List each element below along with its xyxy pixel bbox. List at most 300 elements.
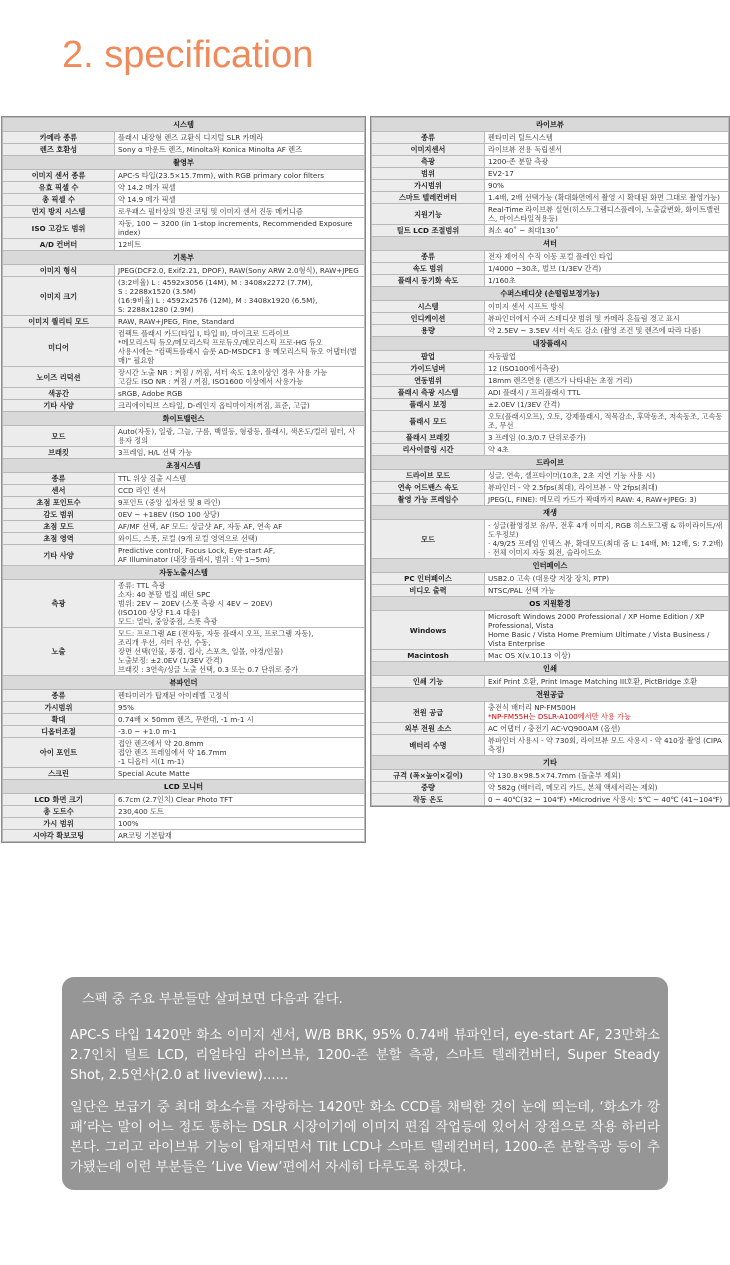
spec-row (3, 182, 365, 194)
spec-label: 이미지 형식 (3, 265, 115, 277)
spec-row (372, 494, 729, 506)
spec-row (372, 275, 729, 287)
spec-value (485, 611, 729, 650)
spec-label: 범위 (372, 168, 485, 180)
spec-row (3, 818, 365, 830)
spec-section-heading: 인터페이스 (372, 559, 729, 573)
spec-row (3, 580, 365, 628)
spec-warning-text: *NP-FM55H는 DSLR-A100에서만 사용 가능 (488, 712, 631, 721)
spec-value-text: AR코팅 기본탑재 (118, 831, 172, 840)
spec-label: 이미지 퀄리티 모드 (3, 316, 115, 328)
spec-row (3, 206, 365, 218)
spec-value-text: 종류: TTL 측광 소자: 40 분할 벌집 패턴 SPC 범위: 2EV ~ 20EV (스폿 측광 시 4EV ~ 20EV) (ISO100 상당 F1.4 대응) 모드: 멀티, 중앙중점, 스폿 측광 (118, 581, 273, 626)
spec-value (485, 251, 729, 263)
spec-value-text: AF/MF 선택, AF 모드: 싱글샷 AF, 자동 AF, 연속 AF (118, 522, 283, 531)
spec-value-text: 로우패스 필터상의 방진 코팅 및 이미지 센서 진동 메커니즘 (118, 207, 303, 216)
spec-label: 초점 영역 (3, 533, 115, 545)
spec-value-text: ±2.0EV (1/3EV 간격) (488, 400, 561, 409)
spec-row (372, 375, 729, 387)
spec-value-text: 충전식 배터리 NP-FM500H (488, 703, 576, 712)
spec-value (115, 388, 365, 400)
spec-value-text: 3프레임, H/L 선택 가능 (118, 448, 193, 457)
spec-label: 촬영 가능 프레임수 (372, 494, 485, 506)
spec-label: 플래시 측광 시스템 (372, 387, 485, 399)
spec-section-row (372, 559, 729, 573)
spec-row (3, 194, 365, 206)
spec-label: 연속 어드밴스 속도 (372, 482, 485, 494)
spec-value (115, 768, 365, 780)
spec-value (115, 473, 365, 485)
spec-label: 용량 (372, 325, 485, 337)
spec-label: 모드 (372, 520, 485, 559)
spec-label: 미디어 (3, 328, 115, 367)
spec-label: 스크린 (3, 768, 115, 780)
spec-value (485, 444, 729, 456)
spec-label: 확대 (3, 714, 115, 726)
spec-row (3, 400, 365, 412)
spec-value-text: 접안 렌즈에서 약 20.8mm 접안 렌즈 프레임에서 약 16.7mm -1 디옵터 시(1 m-1) (118, 739, 227, 766)
spec-value-text: 100% (118, 819, 139, 828)
spec-row (3, 239, 365, 251)
spec-value-text: Sony α 마운트 렌즈, Minolta와 Konica Minolta AF 렌즈 (118, 145, 303, 154)
spec-value (115, 277, 365, 316)
spec-label: 리사이클링 시간 (372, 444, 485, 456)
spec-row (372, 432, 729, 444)
spec-value-text: 230,400 도트 (118, 807, 164, 816)
spec-row (372, 263, 729, 275)
spec-value (115, 426, 365, 447)
spec-value (115, 367, 365, 388)
spec-value-text: 12 (ISO100에서측광) (488, 364, 559, 373)
spec-section-heading: 인쇄 (372, 662, 729, 676)
spec-value-text: CCD 라인 센서 (118, 486, 166, 495)
spec-value-text: 약 14.9 메가 픽셀 (118, 195, 176, 204)
spec-value-text: 뷰파인더 - 약 2.5fps(최대), 라이브뷰 - 약 2fps(최대) (488, 483, 658, 492)
spec-section-heading: 내장플래시 (372, 337, 729, 351)
spec-value (485, 204, 729, 225)
spec-value-text: 전자 제어식 수직 이동 포컬 플레인 타입 (488, 252, 613, 261)
spec-row (372, 411, 729, 432)
spec-value-text: 1200-존 분할 측광 (488, 157, 549, 166)
spec-row (372, 168, 729, 180)
spec-value (115, 400, 365, 412)
spec-value-text: JPEG(L, FINE): 메모리 카드가 꽉때까지 RAW: 4, RAW+JPEG: 3) (488, 495, 697, 504)
spec-section-heading: 기타 (372, 756, 729, 770)
spec-section-row (372, 688, 729, 702)
spec-section-row (3, 676, 365, 690)
spec-label: 카메라 종류 (3, 132, 115, 144)
spec-label: 팝업 (372, 351, 485, 363)
spec-value-text: 1.4배, 2배 선택가능 (확대화면에서 촬영 시 확대된 화면 그대로 촬영가능) (488, 193, 720, 202)
spec-value (115, 580, 365, 628)
spec-row (3, 628, 365, 676)
spec-row (372, 735, 729, 756)
spec-section-heading: 초점시스템 (3, 459, 365, 473)
spec-label: 이미지센서 (372, 144, 485, 156)
spec-label: 디옵터조절 (3, 726, 115, 738)
spec-label: 센서 (3, 485, 115, 497)
spec-value (115, 545, 365, 566)
spec-section-row (372, 662, 729, 676)
spec-label: 초점 포인트수 (3, 497, 115, 509)
spec-row (3, 447, 365, 459)
spec-row (372, 387, 729, 399)
spec-row (372, 156, 729, 168)
spec-label: 종류 (3, 473, 115, 485)
spec-section-row (372, 506, 729, 520)
spec-value-text: Exif Print 호환, Print Image Matching III호환, PictBridge 호환 (488, 677, 698, 686)
spec-value (115, 447, 365, 459)
spec-section-heading: 자동노출시스템 (3, 566, 365, 580)
spec-row (3, 794, 365, 806)
spec-row (372, 363, 729, 375)
spec-value-text: Microsoft Windows 2000 Professional / XP Home Edition / XP Professional, Vista Home Basic / Vista Home Premium Ultimate / Vista Business / Vista Enterprise (488, 612, 710, 648)
spec-label: 인쇄 기능 (372, 676, 485, 688)
spec-value (485, 313, 729, 325)
spec-value-text: 18mm 렌즈면용 (렌즈가 나타내는 초점 거리) (488, 376, 633, 385)
spec-label: 이미지 센서 종류 (3, 170, 115, 182)
spec-section-row (372, 237, 729, 251)
spec-section-row (3, 118, 365, 132)
spec-row (372, 132, 729, 144)
spec-label: 드라이브 모드 (372, 470, 485, 482)
spec-value-text: TTL 위상 검출 시스템 (118, 474, 187, 483)
spec-row (372, 676, 729, 688)
spec-label: 스마트 텔레컨버터 (372, 192, 485, 204)
spec-value-text: Real-Time 라이브뷰 실현(히스토그램디스플레이, 노출값변화, 화이트밸런스, 마이스타일적용등) (488, 205, 721, 223)
spec-value (115, 497, 365, 509)
spec-value (485, 411, 729, 432)
spec-row (372, 794, 729, 806)
spec-value-text: 90% (488, 181, 504, 190)
spec-section-row (3, 780, 365, 794)
spec-value (115, 132, 365, 144)
spec-row (3, 473, 365, 485)
spec-value (485, 168, 729, 180)
spec-value-text: APC-S 타입(23.5×15.7mm), with RGB primary color filters (118, 171, 324, 180)
spec-value-text: 약 582g (배터리, 메모리 카드, 본체 액세서리는 제외) (488, 783, 658, 792)
spec-value (115, 509, 365, 521)
spec-value (485, 375, 729, 387)
spec-row (372, 611, 729, 650)
spec-section-row (372, 756, 729, 770)
spec-value (115, 265, 365, 277)
spec-row (372, 325, 729, 337)
spec-label: 외부 전원 소스 (372, 723, 485, 735)
note-intro: 스펙 중 주요 부분들만 살펴보면 다음과 같다. (82, 992, 343, 1007)
spec-value (115, 194, 365, 206)
spec-label: 측광 (3, 580, 115, 628)
spec-value (485, 735, 729, 756)
spec-row (3, 328, 365, 367)
spec-value (115, 239, 365, 251)
spec-value-text: 장시간 노출 NR : 켜짐 / 꺼짐, 셔터 속도 1초이상인 경우 사용 가능 고감도 ISO NR : 켜짐 / 꺼짐, ISO1600 이상에서 사용가능 (118, 368, 328, 386)
spec-value (485, 351, 729, 363)
spec-label: 지원기능 (372, 204, 485, 225)
spec-value (115, 628, 365, 676)
spec-row (3, 509, 365, 521)
spec-row (372, 301, 729, 313)
spec-row (3, 497, 365, 509)
spec-value (485, 470, 729, 482)
spec-value (115, 485, 365, 497)
spec-row (372, 144, 729, 156)
spec-row (3, 768, 365, 780)
spec-value-text: 플래시 내장형 렌즈 교환식 디지털 SLR 카메라 (118, 133, 264, 142)
spec-row (3, 218, 365, 239)
spec-value-text: ADI 플래시 / 프리플래시 TTL (488, 388, 581, 397)
spec-value-text: EV2-17 (488, 169, 514, 178)
spec-label: 총 픽셀 수 (3, 194, 115, 206)
spec-label: 기타 사양 (3, 545, 115, 566)
summary-note (62, 977, 668, 1190)
spec-row (372, 313, 729, 325)
spec-value-text: RAW, RAW+JPEG, Fine, Standard (118, 317, 235, 326)
spec-row (3, 714, 365, 726)
spec-value (115, 521, 365, 533)
spec-label: 종류 (3, 690, 115, 702)
spec-row (372, 351, 729, 363)
spec-label: 아이 포인트 (3, 738, 115, 768)
spec-section-row (3, 412, 365, 426)
spec-section-heading: 기록부 (3, 251, 365, 265)
spec-value-text: Mac OS X(v.10.13 이상) (488, 651, 571, 660)
spec-value-text: 0 ~ 40℃(32 ~ 104℉) •Microdrive 사용시: 5℃ ~ 40℃ (41~104℉) (488, 795, 723, 804)
spec-label: 연동범위 (372, 375, 485, 387)
spec-value (115, 806, 365, 818)
spec-row (3, 545, 365, 566)
spec-value (485, 770, 729, 782)
spec-value (485, 387, 729, 399)
spec-label: 기타 사양 (3, 400, 115, 412)
spec-value-text: 펜타미러가 탑재된 아이레벨 고정식 (118, 691, 230, 700)
spec-value (485, 723, 729, 735)
spec-value (115, 316, 365, 328)
spec-value (485, 650, 729, 662)
spec-value-text: 3 프레임 (0.3/0.7 단위로증가) (488, 433, 586, 442)
spec-section-heading: 시스템 (3, 118, 365, 132)
spec-row (372, 399, 729, 411)
spec-row (3, 533, 365, 545)
spec-value (115, 144, 365, 156)
spec-row (372, 470, 729, 482)
spec-value (485, 225, 729, 237)
spec-row (372, 585, 729, 597)
spec-value (485, 482, 729, 494)
spec-value-text: 약 4초 (488, 445, 509, 454)
spec-value-text: 최소 40˚ ~ 최대130˚ (488, 226, 559, 235)
note-commentary: 일단은 보급기 중 최대 화소수를 자랑하는 1420만 화소 CCD를 채택한 것이 눈에 띄는데, ‘화소가 깡패’라는 말이 어느 정도 통하는 DSLR 시장이기에 이미지 편집 작업등에 있어서 장점으로 작용 하리라 본다. 그리고 라이브뷰 기능이 탑재되면서 Tilt LCD나 스마트 텔레컨버터, 1200-존 분할측광 등이 추가됐는데 이런 부분들은 ‘Live View’편에서 자세히 다루도록 하겠다. (70, 1100, 660, 1175)
spec-row (372, 204, 729, 225)
spec-value (115, 533, 365, 545)
spec-label: 규격 (폭×높이×길이) (372, 770, 485, 782)
spec-value-text: 자동, 100 ~ 3200 (in 1-stop increments, Recommended Exposure index) (118, 219, 353, 237)
spec-label: 종류 (372, 251, 485, 263)
spec-label: 전원 공급 (372, 702, 485, 723)
spec-row (372, 782, 729, 794)
spec-label: 측광 (372, 156, 485, 168)
spec-section-row (372, 287, 729, 301)
spec-row (372, 770, 729, 782)
spec-section-row (372, 118, 729, 132)
spec-row (372, 251, 729, 263)
spec-section-heading: 화이트밸런스 (3, 412, 365, 426)
spec-value (485, 676, 729, 688)
spec-label: 유효 픽셀 수 (3, 182, 115, 194)
spec-row (3, 738, 365, 768)
spec-table-left (1, 116, 366, 843)
spec-label: ISO 고감도 범위 (3, 218, 115, 239)
spec-label: 가시 범위 (3, 818, 115, 830)
spec-section-heading: 라이브뷰 (372, 118, 729, 132)
spec-label: Windows (372, 611, 485, 650)
spec-value-text: 오토(플래시오프), 오토, 강제플래시, 적목감소, 후막동조, 저속동조, 고속동조, 무선 (488, 412, 723, 430)
spec-label: Macintosh (372, 650, 485, 662)
spec-label: 중량 (372, 782, 485, 794)
spec-label: 이미지 크기 (3, 277, 115, 316)
spec-label: 먼지 방지 시스템 (3, 206, 115, 218)
spec-label: 속도 범위 (372, 263, 485, 275)
spec-row (3, 690, 365, 702)
spec-label: 색공간 (3, 388, 115, 400)
spec-value-text: NTSC/PAL 선택 가능 (488, 586, 555, 595)
spec-value (485, 494, 729, 506)
spec-value (485, 263, 729, 275)
spec-value (485, 325, 729, 337)
spec-label: 시야각 확보코팅 (3, 830, 115, 842)
spec-label: LCD 화면 크기 (3, 794, 115, 806)
spec-row (3, 806, 365, 818)
spec-value-text: · 싱글(촬영정보 유/무, 전후 4개 이미지, RGB 히스토그램 & 하이라이트/새도우정보) · 4/9/25 프레임 인덱스 뷰, 확대모드(최대 줌 L: 14배, M: 12배, S: 7.2배) · 전체 이미지 자동 회전, 슬라이드쇼 (488, 521, 724, 557)
spec-value (115, 702, 365, 714)
spec-value-text: 컴팩트 플래시 카드(타입 I, 타입 II), 마이크로 드라이브 *메모리스틱 듀오/메모리스틱 프로듀오/메모리스틱 프로-HG 듀오 사용시에는 "컴팩트플래시 슬롯 AD-MSDCF1 용 메모리스틱 듀오 어댑터(별매)" 필요함 (118, 329, 357, 365)
spec-value-text: 라이브뷰 전용 독립센서 (488, 145, 563, 154)
spec-section-row (3, 156, 365, 170)
spec-value-text: USB2.0 고속 (대용량 저장 장치, PTP) (488, 574, 610, 583)
spec-row (372, 225, 729, 237)
spec-value (485, 702, 729, 723)
spec-row (372, 520, 729, 559)
spec-label: 플래시 모드 (372, 411, 485, 432)
spec-label: 노이즈 리덕션 (3, 367, 115, 388)
spec-value (115, 818, 365, 830)
spec-section-heading: 재생 (372, 506, 729, 520)
spec-value-text: 뷰파인더 사용시 - 약 730회, 라이브뷰 모드 사용시 - 약 410장 촬영 (CIPA 측정) (488, 736, 722, 754)
spec-row (3, 132, 365, 144)
spec-section-row (372, 597, 729, 611)
spec-value (115, 328, 365, 367)
spec-value-text: 모드: 프로그램 AE (전자동, 자동 플래시 오프, 프로그램 자동), 조리개 우선, 셔터 우선, 수동, 장면 선택(인물, 풍경, 접사, 스포츠, 일몰, 야경/인물) 노출보정: ±2.0EV (1/3EV 간격) 브래킷 : 3연속/싱글 노출 선택, 0.3 또는 0.7 단위로 증가 (118, 629, 314, 674)
spec-section-heading: OS 지원환경 (372, 597, 729, 611)
spec-value (485, 585, 729, 597)
spec-label: 초점 모드 (3, 521, 115, 533)
spec-value-text: 0EV ~ +18EV (ISO 100 상당) (118, 510, 220, 519)
spec-section-row (3, 251, 365, 265)
spec-row (372, 650, 729, 662)
note-key-specs: APC-S 타입 1420만 화소 이미지 센서, W/B BRK, 95% 0.74배 뷰파인더, eye-start AF, 23만화소 2.7인치 틸트 LCD, 리얼타임 라이브뷰, 1200-존 분할 측광, 스마트 텔레컨버터, Super Steady Shot, 2.5연사(2.0 at liveview)...... (70, 1028, 660, 1083)
spec-value (485, 132, 729, 144)
spec-label: 브래킷 (3, 447, 115, 459)
spec-label: 종류 (372, 132, 485, 144)
spec-row (3, 426, 365, 447)
spec-value-text: Predictive control, Focus Lock, Eye-start AF, AF Illuminator (내장 플래시, 범위 : 약 1~5m) (118, 546, 276, 564)
spec-row (372, 702, 729, 723)
spec-section-row (372, 456, 729, 470)
spec-value-text: (3:2비율) L : 4592x3056 (14M), M : 3408x2272 (7.7M), S : 2288x1520 (3.5M) (16:9비율) L : 4592x2576 (12M), M : 3408x1920 (6.5M), S: 2288x1280 (2.9M) (118, 278, 318, 314)
spec-section-heading: LCD 모니터 (3, 780, 365, 794)
spec-label: 플래시 보정 (372, 399, 485, 411)
spec-label: 감도 범위 (3, 509, 115, 521)
spec-value-text: 뷰파인더에서 수퍼 스테디샷 범위 및 카메라 흔들림 경고 표시 (488, 314, 680, 323)
spec-value (115, 714, 365, 726)
spec-row (3, 388, 365, 400)
spec-row (372, 192, 729, 204)
spec-value-text: 9포인트 (중앙 십자선 및 8 라인) (118, 498, 221, 507)
spec-value-text: 와이드, 스폿, 로컬 (9개 로컬 영역으로 선택) (118, 534, 258, 543)
spec-label: PC 인터페이스 (372, 573, 485, 585)
spec-value-text: 12비트 (118, 240, 142, 249)
spec-label: 노출 (3, 628, 115, 676)
spec-value (485, 520, 729, 559)
spec-row (372, 482, 729, 494)
spec-value (115, 182, 365, 194)
spec-row (372, 573, 729, 585)
spec-label: 시스템 (372, 301, 485, 313)
spec-label: 인디케이션 (372, 313, 485, 325)
spec-value (115, 690, 365, 702)
spec-label: 작동 온도 (372, 794, 485, 806)
spec-value-text: Auto(자동), 일광, 그늘, 구름, 백열등, 형광등, 플래시, 색온도/컬러 필터, 사용자 정의 (118, 427, 356, 445)
spec-value-text: 95% (118, 703, 134, 712)
spec-label: 가시범위 (372, 180, 485, 192)
spec-value (115, 206, 365, 218)
spec-row (3, 316, 365, 328)
spec-value (485, 573, 729, 585)
spec-value-text: 6.7cm (2.7인치) Clear Photo TFT (118, 795, 233, 804)
spec-row (372, 723, 729, 735)
spec-value (485, 275, 729, 287)
spec-value-text: 자동팝업 (488, 352, 516, 361)
spec-value-text: AC 어댑터 / 충전기 AC-VQ900AM (옵션) (488, 724, 621, 733)
spec-value (115, 218, 365, 239)
spec-value (485, 363, 729, 375)
spec-section-heading: 촬영부 (3, 156, 365, 170)
spec-label: 비디오 출력 (372, 585, 485, 597)
spec-row (3, 726, 365, 738)
spec-value-text: JPEG(DCF2.0, Exif2.21, DPOF), RAW(Sony ARW 2.0형식), RAW+JPEG (118, 266, 359, 275)
spec-table-right (370, 116, 730, 807)
spec-value (485, 180, 729, 192)
spec-section-row (372, 337, 729, 351)
spec-row (3, 830, 365, 842)
spec-section-heading: 수퍼스테디샷 (손떨림보정기능) (372, 287, 729, 301)
spec-section-row (3, 459, 365, 473)
spec-section-heading: 뷰파인더 (3, 676, 365, 690)
spec-value-text: 약 14.2 메가 픽셀 (118, 183, 176, 192)
spec-row (3, 144, 365, 156)
spec-value-text: 1/160초 (488, 276, 516, 285)
page-title: 2. specification (62, 34, 314, 76)
spec-value (485, 192, 729, 204)
spec-value (485, 301, 729, 313)
spec-row (3, 702, 365, 714)
spec-row (3, 485, 365, 497)
spec-value-text: 1/4000 ~30초, 벌브 (1/3EV 간격) (488, 264, 602, 273)
spec-label: 모드 (3, 426, 115, 447)
spec-value (115, 738, 365, 768)
spec-value (115, 726, 365, 738)
spec-section-heading: 셔터 (372, 237, 729, 251)
